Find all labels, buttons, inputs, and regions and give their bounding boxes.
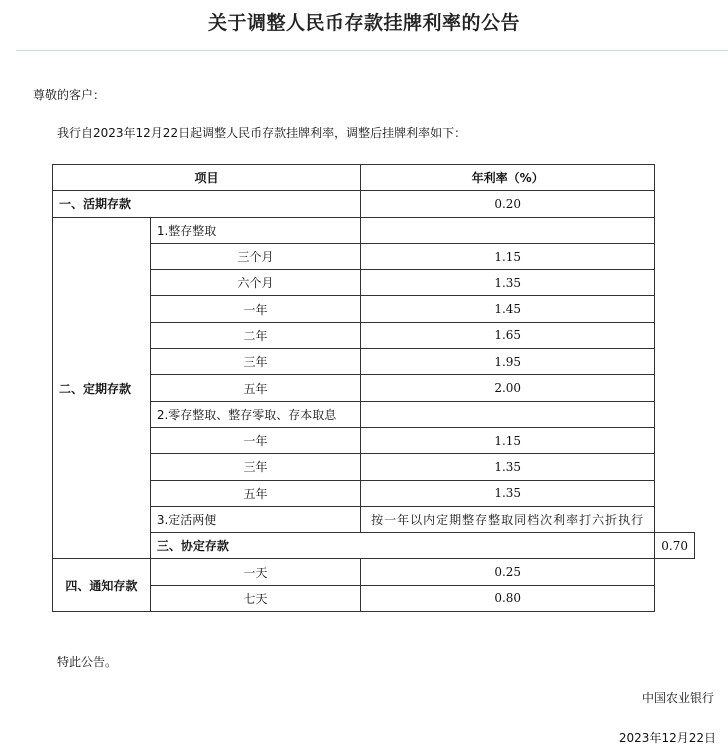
rate-cell: 1.65 xyxy=(361,322,655,348)
bank-name: 中国农业银行 xyxy=(641,691,714,705)
rate-cell: 1.15 xyxy=(361,427,655,453)
term-cell: 三年 xyxy=(150,349,360,375)
title-divider xyxy=(16,50,728,51)
table-header-row xyxy=(53,165,695,191)
rate-cell: 1.95 xyxy=(361,349,655,375)
header-item: 项目 xyxy=(53,165,361,191)
rate-cell: 1.15 xyxy=(361,243,655,269)
term-cell: 七天 xyxy=(150,585,360,611)
page-title: 关于调整人民币存款挂牌利率的公告 xyxy=(207,12,520,34)
term-cell: 一年 xyxy=(150,427,360,453)
rate-cell: 0.25 xyxy=(361,559,655,585)
announcement-date: 2023年12月22日 xyxy=(618,731,716,745)
table-row xyxy=(53,217,695,243)
table-row xyxy=(53,559,695,585)
category-notice: 四、通知存款 xyxy=(53,559,151,612)
category-demand: 一、活期存款 xyxy=(53,191,361,217)
subcategory-lump: 1.整存整取 xyxy=(150,217,360,243)
header-rate: 年利率（%） xyxy=(361,165,655,191)
salutation: 尊敬的客户： xyxy=(33,88,106,102)
subcategory-flexible: 3.定活两便 xyxy=(150,506,360,532)
rate-table xyxy=(52,164,695,612)
category-agreement: 三、协定存款 xyxy=(150,533,654,559)
rate-cell: 2.00 xyxy=(361,375,655,401)
term-cell: 六个月 xyxy=(150,270,360,296)
table-row xyxy=(53,191,695,217)
rate-cell-empty xyxy=(361,217,655,243)
rate-cell-empty xyxy=(361,401,655,427)
term-cell: 三年 xyxy=(150,454,360,480)
rate-cell: 0.80 xyxy=(361,585,655,611)
rate-cell: 1.35 xyxy=(361,454,655,480)
term-cell: 一年 xyxy=(150,296,360,322)
rate-cell: 1.35 xyxy=(361,480,655,506)
closing-text: 特此公告。 xyxy=(57,655,118,669)
rate-cell: 按一年以内定期整存整取同档次利率打六折执行 xyxy=(361,506,655,532)
rate-cell: 1.35 xyxy=(361,270,655,296)
rate-cell: 1.45 xyxy=(361,296,655,322)
subcategory-installment: 2.零存整取、整存零取、存本取息 xyxy=(150,401,360,427)
intro-paragraph: 我行自2023年12月22日起调整人民币存款挂牌利率，调整后挂牌利率如下： xyxy=(57,126,467,140)
term-cell: 五年 xyxy=(150,480,360,506)
term-cell: 二年 xyxy=(150,322,360,348)
term-cell: 一天 xyxy=(150,559,360,585)
category-time: 二、定期存款 xyxy=(53,217,151,559)
term-cell: 五年 xyxy=(150,375,360,401)
rate-cell: 0.20 xyxy=(361,191,655,217)
term-cell: 三个月 xyxy=(150,243,360,269)
rate-cell: 0.70 xyxy=(655,533,695,559)
